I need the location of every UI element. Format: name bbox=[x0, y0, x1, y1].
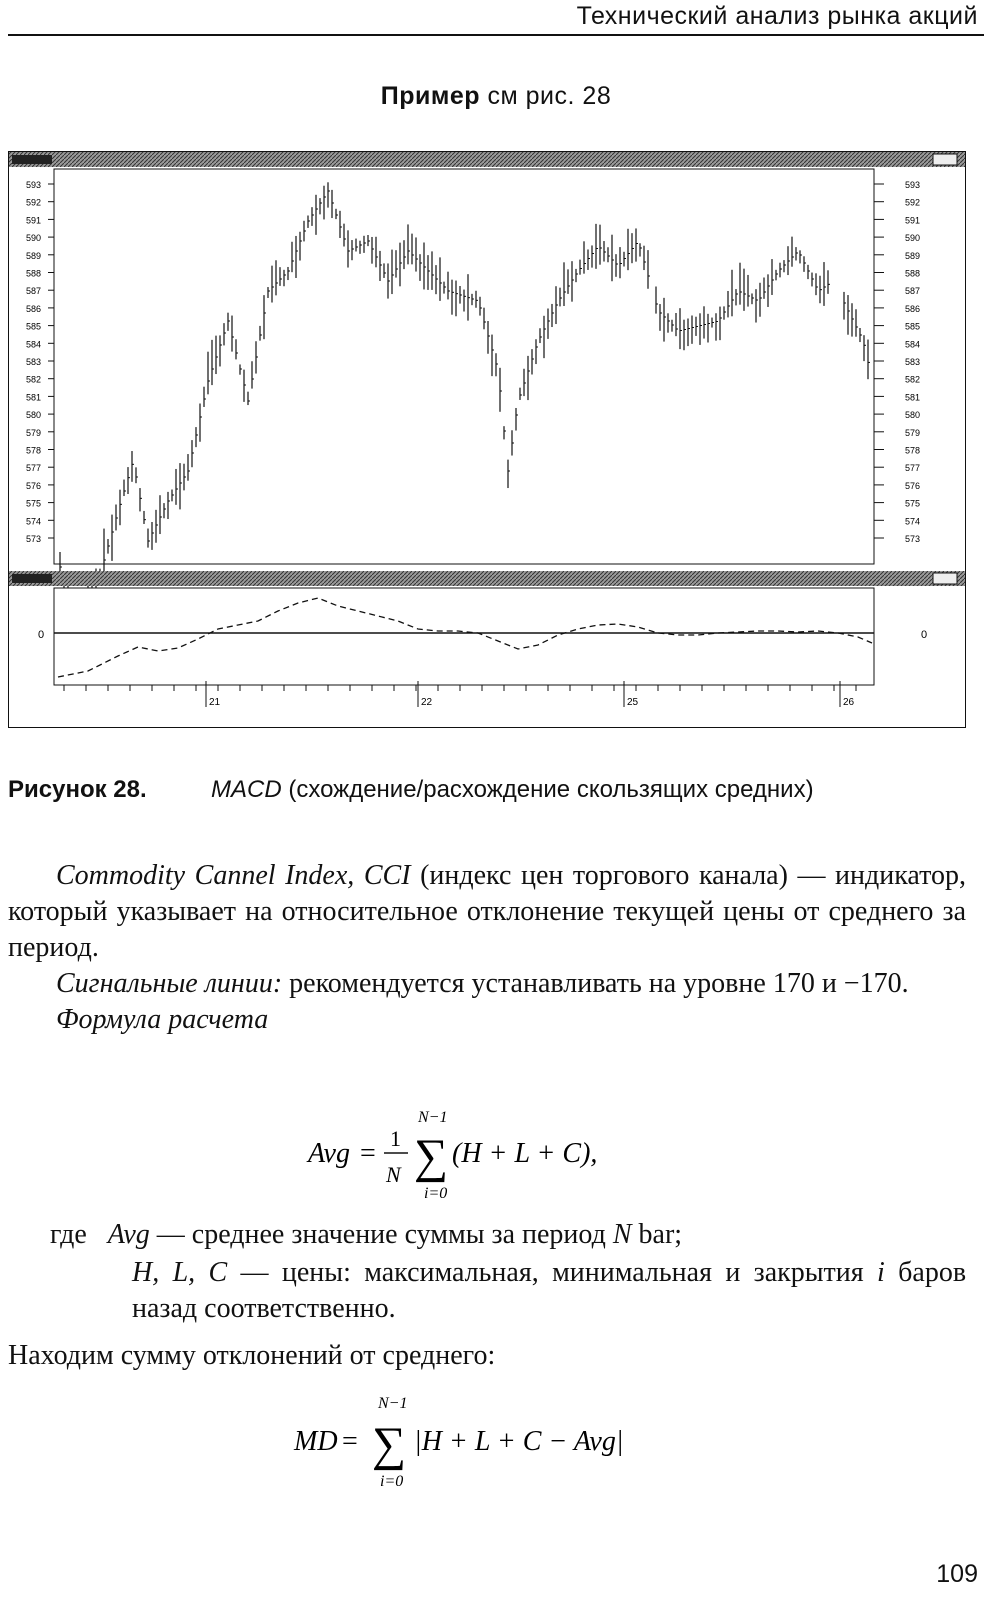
price-tick-label-right: 592 bbox=[905, 197, 921, 208]
price-tick-label-right: 575 bbox=[905, 498, 921, 509]
price-tick-label-right: 588 bbox=[905, 268, 921, 279]
price-tick-label-left: 586 bbox=[26, 303, 42, 314]
figure-chart-window bbox=[8, 151, 966, 728]
price-tick-label-left: 579 bbox=[26, 427, 42, 438]
svg-text:=: = bbox=[360, 1138, 376, 1169]
example-rest: см рис. 28 bbox=[487, 82, 612, 110]
where-line-1 bbox=[50, 1217, 966, 1253]
price-tick-label-left: 585 bbox=[26, 321, 42, 332]
formula-md-sigma: ∑ bbox=[372, 1418, 407, 1471]
formula-md-lhs: MD bbox=[294, 1426, 338, 1457]
price-tick-label-left: 593 bbox=[26, 180, 42, 190]
caption-italic: MACD bbox=[211, 776, 282, 803]
formula-avg-sum-lower: i=0 bbox=[424, 1185, 448, 1202]
price-panel-window-buttons bbox=[933, 154, 957, 165]
price-panel-titlebar bbox=[9, 152, 965, 167]
price-tick-label-right: 584 bbox=[905, 339, 921, 350]
where1-var: Avg bbox=[107, 1219, 150, 1250]
header-rule bbox=[8, 34, 984, 36]
formula-md-sum-lower: i=0 bbox=[380, 1473, 404, 1490]
date-label: 22 bbox=[421, 697, 433, 708]
macd-zero-label-right: 0 bbox=[921, 629, 928, 641]
price-tick-label-right: 577 bbox=[905, 463, 921, 474]
formula-avg bbox=[300, 1106, 680, 1206]
price-tick-label-right: 574 bbox=[905, 516, 921, 527]
price-tick-label-right: 576 bbox=[905, 480, 921, 491]
running-header: Технический анализ рынка акций bbox=[576, 2, 978, 30]
paragraph-signal-lines bbox=[8, 966, 966, 1002]
example-line bbox=[0, 82, 992, 111]
formula-md-sum-upper: N−1 bbox=[378, 1395, 408, 1412]
where2-vars: H, L, C bbox=[132, 1257, 228, 1288]
price-tick-label-right: 589 bbox=[905, 250, 921, 261]
where2-i: i bbox=[877, 1257, 885, 1288]
price-tick-label-left: 582 bbox=[26, 374, 42, 385]
price-tick-label-left: 576 bbox=[26, 480, 42, 491]
price-tick-label-right: 587 bbox=[905, 286, 921, 297]
price-tick-label-left: 574 bbox=[26, 516, 42, 527]
macd-plot-area bbox=[54, 588, 874, 685]
price-tick-label-right: 580 bbox=[905, 410, 921, 421]
price-tick-label-right: 585 bbox=[905, 321, 921, 332]
price-tick-label-left: 588 bbox=[26, 268, 42, 279]
formula-heading: Формула расчета bbox=[56, 1004, 269, 1035]
date-label: 25 bbox=[627, 697, 639, 708]
date-label: 26 bbox=[843, 697, 855, 708]
price-tick-label-left: 578 bbox=[26, 445, 42, 456]
price-tick-label-right: 579 bbox=[905, 427, 921, 438]
formula-md bbox=[290, 1392, 690, 1492]
price-tick-label-right: 591 bbox=[905, 215, 921, 226]
where1-n: N bbox=[612, 1219, 632, 1250]
price-tick-label-left: 575 bbox=[26, 498, 42, 509]
paragraph-find-sum bbox=[8, 1338, 966, 1374]
formula-avg-body: (H + L + C), bbox=[452, 1138, 598, 1169]
price-tick-label-right: 582 bbox=[905, 374, 921, 385]
price-tick-label-left: 581 bbox=[26, 392, 42, 403]
example-bold: Пример bbox=[380, 82, 481, 110]
formula-avg-sigma: ∑ bbox=[414, 1130, 449, 1183]
signal-lines-term: Сигнальные линии: bbox=[56, 968, 283, 999]
date-label: 21 bbox=[209, 697, 221, 708]
price-plot-area bbox=[54, 169, 874, 564]
caption-label: Рисунок 28. bbox=[8, 776, 147, 803]
price-tick-label-left: 584 bbox=[26, 339, 42, 350]
price-tick-label-right: 578 bbox=[905, 445, 921, 456]
paragraph-cci bbox=[8, 858, 966, 966]
price-tick-label-left: 590 bbox=[26, 233, 42, 244]
price-tick-label-left: 592 bbox=[26, 197, 42, 208]
price-tick-label-left: 583 bbox=[26, 357, 42, 367]
formula-avg-sum-upper: N−1 bbox=[418, 1109, 448, 1126]
where1-text: — среднее значение суммы за период bbox=[156, 1219, 606, 1250]
price-tick-label-right: 586 bbox=[905, 303, 921, 314]
price-tick-label-right: 593 bbox=[905, 180, 921, 190]
formula-avg-frac-den: N bbox=[386, 1162, 401, 1187]
paragraph-formula-heading bbox=[8, 1002, 966, 1038]
where1-end: bar; bbox=[638, 1219, 683, 1250]
caption-text bbox=[211, 774, 868, 806]
where2-end: баров назад соответственно. bbox=[132, 1257, 967, 1324]
cci-definition: (индекс цен торгового канала) — индикатор, который указывает на относительное отклонение текущей цены от среднего за период. bbox=[8, 860, 967, 963]
formula-md-body: |H + L + C − Avg| bbox=[414, 1426, 624, 1457]
price-tick-label-right: 581 bbox=[905, 392, 921, 403]
svg-text:=: = bbox=[342, 1426, 358, 1457]
price-tick-label-right: 573 bbox=[905, 534, 921, 544]
where-line-2 bbox=[132, 1255, 966, 1327]
price-tick-label-right: 583 bbox=[905, 357, 921, 367]
price-tick-label-left: 587 bbox=[26, 286, 42, 297]
price-tick-label-left: 580 bbox=[26, 410, 42, 421]
price-tick-label-left: 591 bbox=[26, 215, 42, 226]
figure-caption bbox=[8, 774, 868, 806]
price-tick-label-left: 589 bbox=[26, 250, 42, 261]
macd-panel-window-buttons bbox=[933, 573, 957, 584]
find-sum-text: Находим сумму отклонений от среднего: bbox=[8, 1340, 496, 1371]
cci-term: Commodity Cannel Index, CCI bbox=[56, 860, 411, 891]
macd-zero-label-left: 0 bbox=[38, 629, 45, 641]
where2-text: — цены: максимальная, минимальная и закрытия bbox=[240, 1257, 864, 1288]
body-paragraphs bbox=[8, 858, 966, 1038]
caption-body: (схождение/расхождение скользящих средних) bbox=[288, 776, 814, 803]
price-tick-label-left: 577 bbox=[26, 463, 42, 474]
price-tick-label-right: 590 bbox=[905, 233, 921, 244]
macd-panel-titlebar bbox=[9, 571, 965, 586]
formula-avg-lhs: Avg bbox=[308, 1138, 350, 1169]
price-tick-label-left: 573 bbox=[26, 534, 42, 544]
signal-lines-text: рекомендуется устанавливать на уровне 170 и −170. bbox=[289, 968, 909, 999]
formula-avg-frac-num: 1 bbox=[390, 1126, 401, 1151]
where-word: где bbox=[50, 1219, 87, 1250]
page-number: 109 bbox=[936, 1560, 978, 1588]
